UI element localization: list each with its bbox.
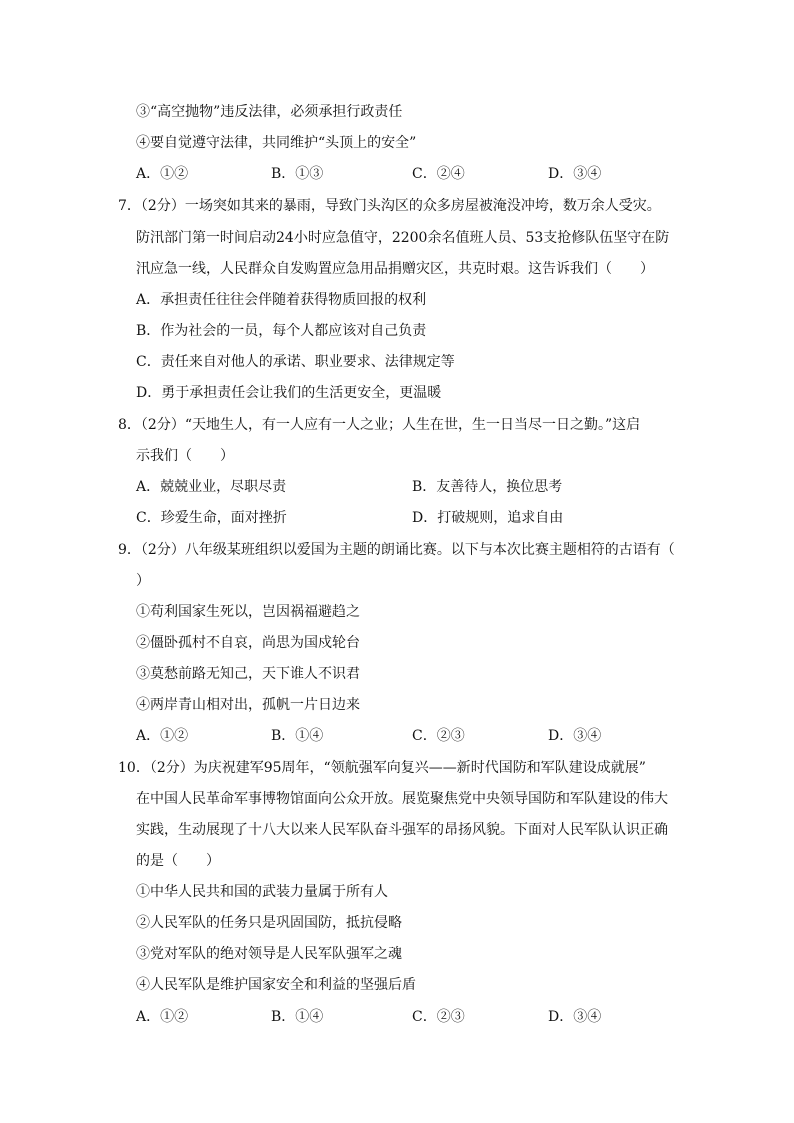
question-10-statement-4: ④人民军队是维护国家安全和利益的坚强后盾 — [136, 977, 416, 993]
question-10-statement-1: ①中华人民共和国的武装力量属于所有人 — [136, 884, 388, 900]
question-9-statement-3: ③莫愁前路无知己，天下谁人不识君 — [136, 666, 360, 682]
question-9-option-d: D．③④ — [548, 728, 602, 744]
question-10-statement-2: ②人民军队的任务只是巩固国防，抵抗侵略 — [136, 915, 402, 931]
question-7-line-2: 防汛部门第一时间启动24小时应急值守，2200余名值班人员、53支抢修队伍坚守在防 — [136, 230, 670, 246]
question-7-choice-a: A．承担责任往往会伴随着获得物质回报的权利 — [136, 292, 427, 308]
question-8-option-c: C．珍爱生命，面对挫折 — [136, 510, 287, 526]
question-10-option-c: C．②③ — [412, 1009, 465, 1025]
question-9-statement-2: ②僵卧孤村不自哀，尚思为国戍轮台 — [136, 635, 360, 651]
question-9-line-1: 9．（2分）八年级某班组织以爱国为主题的朗诵比赛。以下与本次比赛主题相符的古语有（ — [118, 542, 675, 558]
statement-3: ③“高空抛物”违反法律，必须承担行政责任 — [136, 104, 403, 120]
question-9-option-b: B．①④ — [271, 728, 324, 744]
question-9-option-c: C．②③ — [412, 728, 465, 744]
question-7-line-3: 汛应急一线，人民群众自发购置应急用品捐赠灾区，共克时艰。这告诉我们（ ） — [136, 261, 654, 277]
question-10-statement-3: ③党对军队的绝对领导是人民军队强军之魂 — [136, 946, 402, 962]
question-9-statement-1: ①苟利国家生死以，岂因祸福避趋之 — [136, 604, 360, 620]
question-10-option-b: B．①④ — [271, 1009, 324, 1025]
question-9-statement-4: ④两岸青山相对出，孤帆一片日边来 — [136, 697, 360, 713]
question-6-option-a: A．①② — [136, 166, 189, 182]
question-10-option-d: D．③④ — [548, 1009, 602, 1025]
question-8-option-b: B．友善待人，换位思考 — [412, 479, 563, 495]
question-10-line-2: 在中国人民革命军事博物馆面向公众开放。展览聚焦党中央领导国防和军队建设的伟大 — [136, 791, 668, 807]
question-10-line-4: 的是（ ） — [136, 853, 220, 869]
question-8-option-a: A．兢兢业业，尽职尽责 — [136, 479, 287, 495]
question-10-line-1: 10．（2分）为庆祝建军95周年，“领航强军向复兴——新时代国防和军队建设成就展” — [118, 760, 646, 776]
statement-4: ④要自觉遵守法律，共同维护“头顶上的安全” — [136, 135, 417, 151]
question-7-line-1: 7．（2分）一场突如其来的暴雨，导致门头沟区的众多房屋被淹没冲垮，数万余人受灾。 — [118, 198, 661, 214]
question-6-option-d: D．③④ — [548, 166, 602, 182]
question-10-option-a: A．①② — [136, 1009, 189, 1025]
question-7-choice-c: C．责任来自对他人的承诺、职业要求、法律规定等 — [136, 354, 455, 370]
question-7-choice-b: B．作为社会的一员，每个人都应该对自己负责 — [136, 323, 427, 339]
question-8-line-2: 示我们（ ） — [136, 448, 234, 464]
question-8-option-d: D．打破规则，追求自由 — [412, 510, 564, 526]
question-9-option-a: A．①② — [136, 728, 189, 744]
question-6-option-b: B．①③ — [271, 166, 324, 182]
question-8-line-1: 8．（2分）“天地生人，有一人应有一人之业；人生在世，生一日当尽一日之勤。”这启 — [118, 417, 641, 433]
question-9-line-2: ） — [136, 573, 150, 589]
question-6-option-c: C．②④ — [412, 166, 465, 182]
question-7-choice-d: D．勇于承担责任会让我们的生活更安全，更温暖 — [136, 385, 442, 401]
question-10-line-3: 实践，生动展现了十八大以来人民军队奋斗强军的昂扬风貌。下面对人民军队认识正确 — [136, 822, 668, 838]
